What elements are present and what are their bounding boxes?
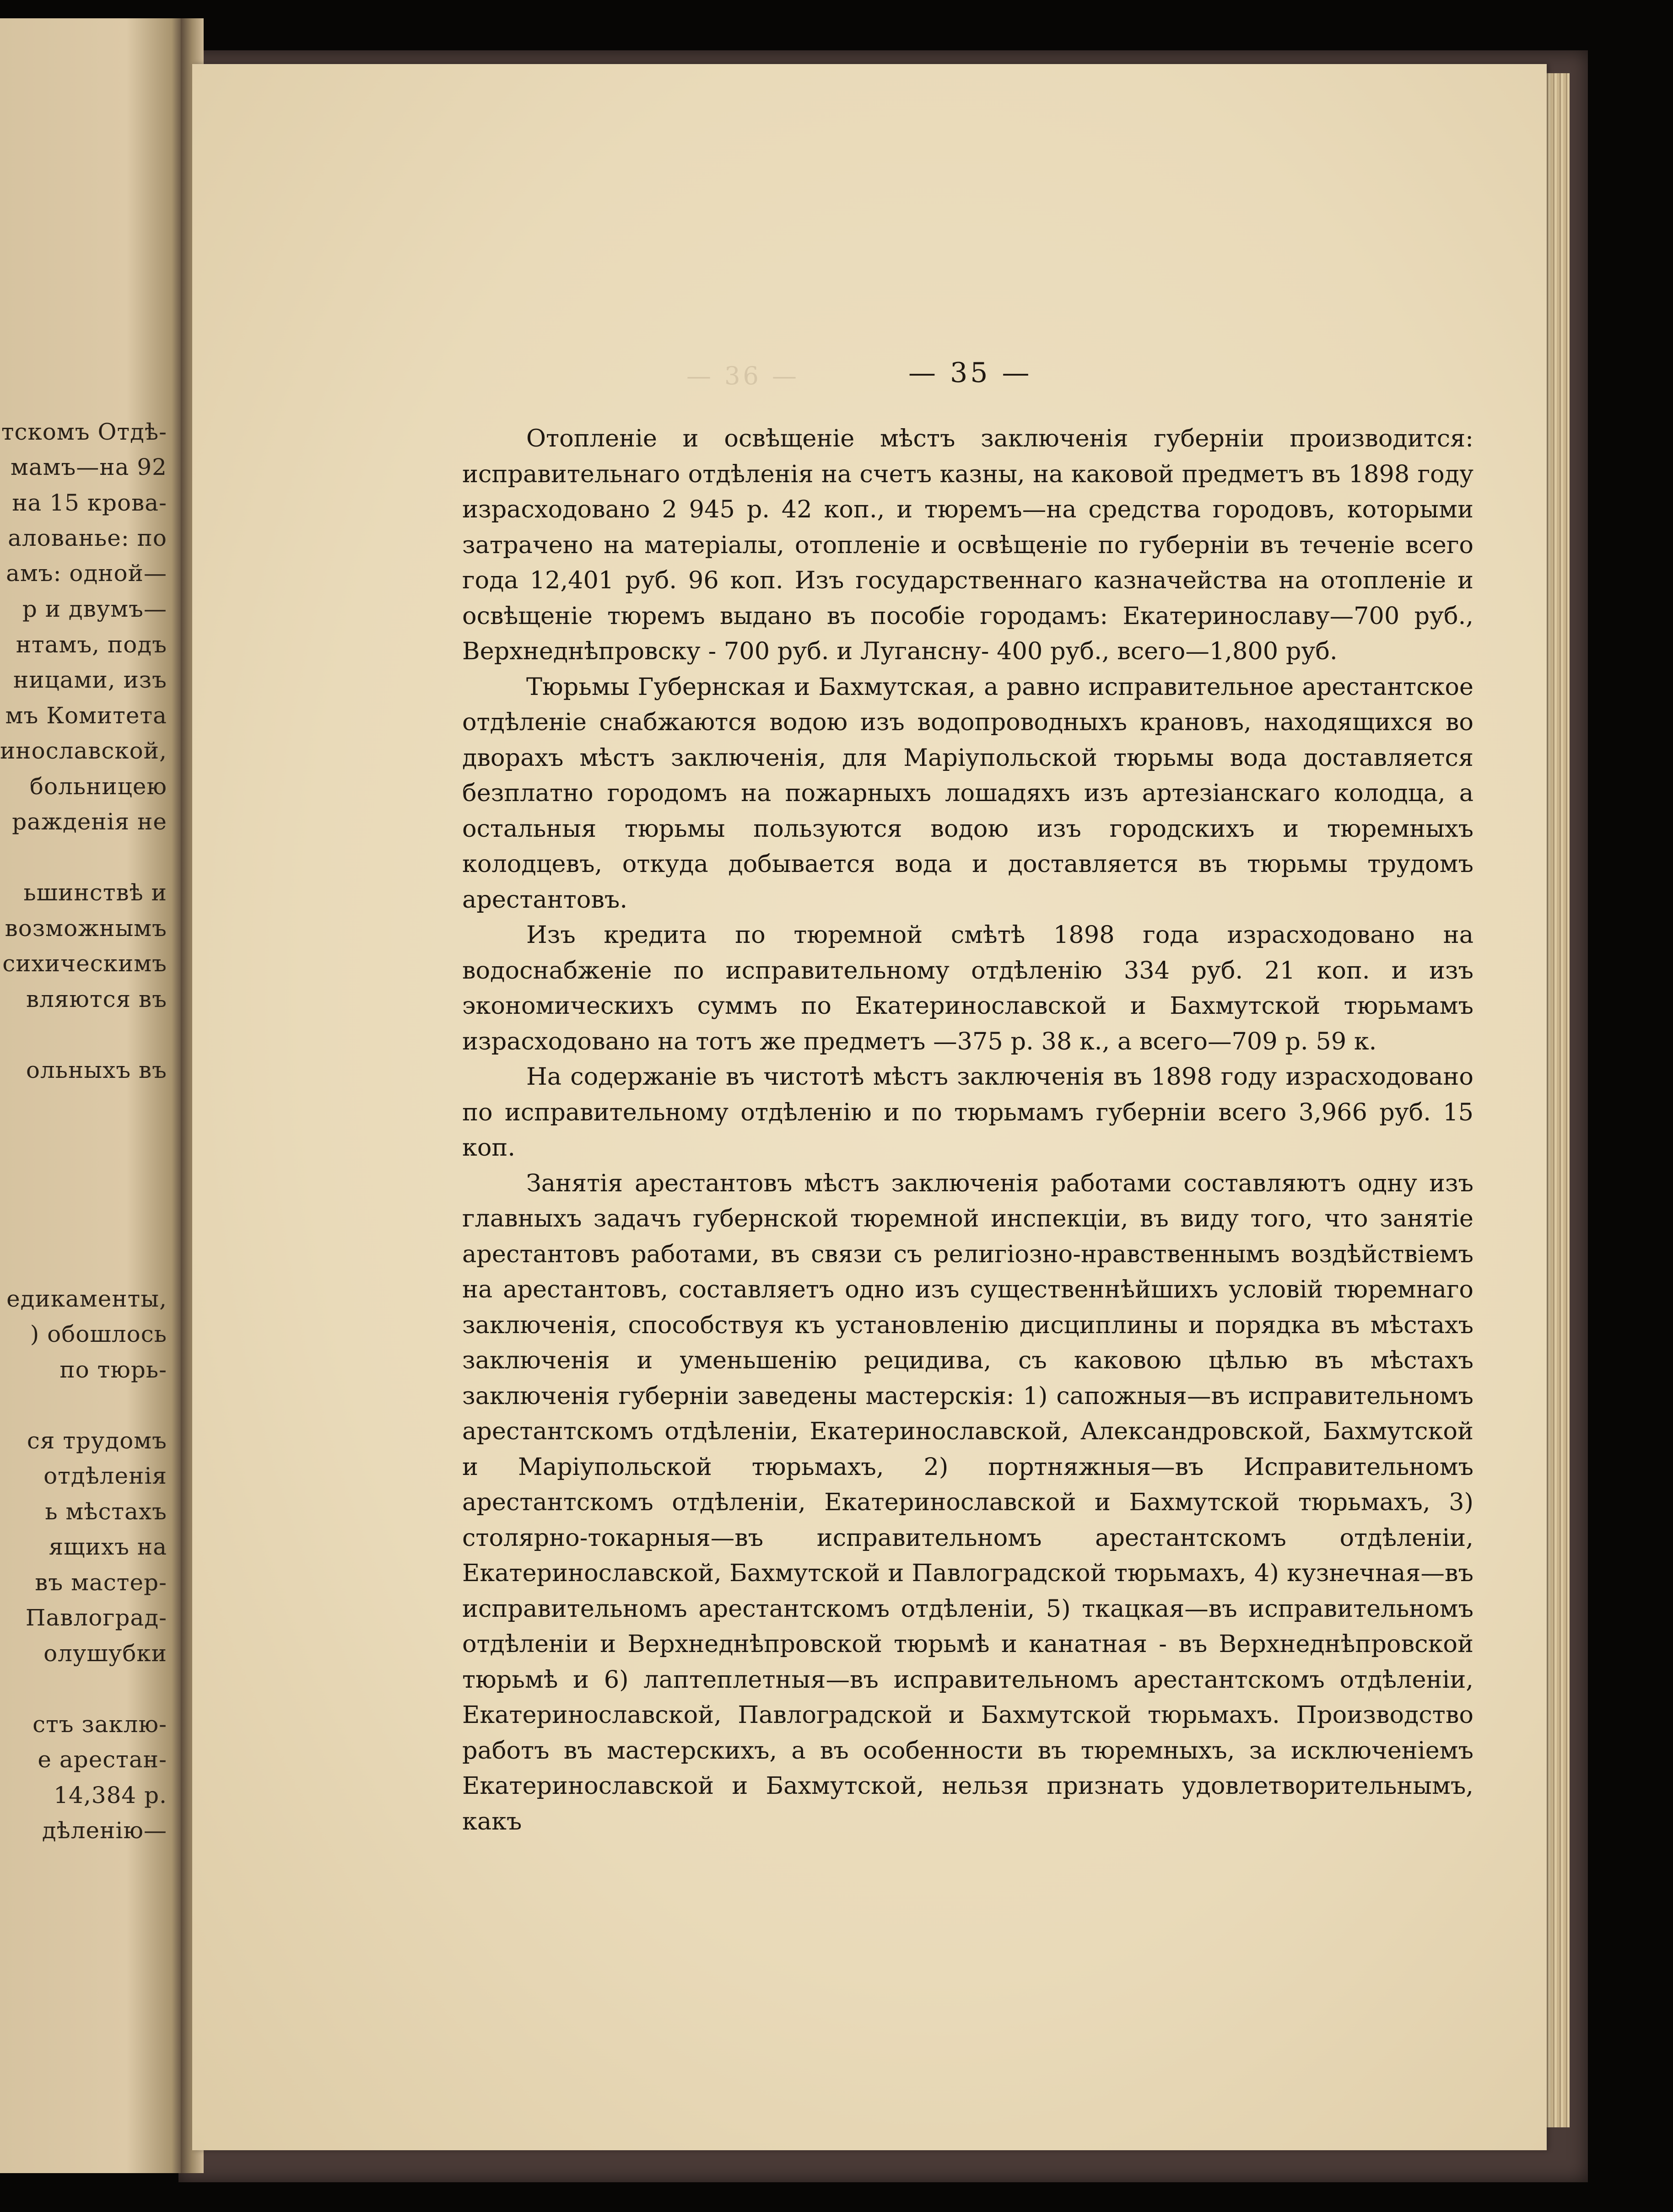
left-page-line: сихическимъ xyxy=(2,950,167,977)
left-page-line: ольныхъ въ xyxy=(26,1057,167,1083)
left-page-line: по тюрь- xyxy=(59,1356,167,1383)
left-page-line: едикаменты, xyxy=(6,1286,167,1312)
left-page-line: въ мастер- xyxy=(35,1569,167,1596)
left-page-line: ь мѣстахъ xyxy=(45,1498,167,1525)
left-page-line: ся трудомъ xyxy=(27,1427,167,1454)
left-page-line: дѣленію— xyxy=(42,1817,167,1844)
left-page-line: больницею xyxy=(29,773,167,800)
bleed-through-number: — 36 — xyxy=(686,361,800,390)
body-text xyxy=(462,421,1473,1839)
left-page-line: 14,384 р. xyxy=(54,1782,167,1808)
left-page-line: ьшинствѣ и xyxy=(23,879,167,906)
left-page-line: мъ Комитета xyxy=(5,702,167,729)
left-page-line: ящихъ на xyxy=(49,1534,167,1560)
left-page-line: мамъ—на 92 xyxy=(10,454,167,480)
left-page-line: отдѣленія xyxy=(43,1463,167,1489)
left-page-line: ражденія не xyxy=(12,808,167,835)
left-page xyxy=(0,18,181,2173)
left-page-line: нтамъ, подъ xyxy=(16,631,167,658)
left-page-text xyxy=(0,18,181,2173)
left-page-line: алованье: по xyxy=(8,525,167,551)
left-page-line: инославской, xyxy=(0,737,167,764)
left-page-line: возможнымъ xyxy=(5,915,167,942)
left-page-line: стъ заклю- xyxy=(32,1711,167,1738)
left-page-line: амъ: одной— xyxy=(6,560,167,587)
paragraph-water-expenses: Изъ кредита по тюремной смѣтѣ 1898 года израсходовано на водоснабженіе по исправительному отдѣленію 334 руб. 21 коп. и изъ экономическихъ суммъ по Екатеринославской и Бахмутской тюрьмамъ израсходовано на тотъ же предметъ —375 р. 38 к., а всего—709 р. 59 к. xyxy=(462,921,1473,1055)
left-page-line: на 15 крова- xyxy=(12,490,167,516)
left-page-line: ) обошлось xyxy=(30,1321,167,1347)
left-page-line: вляются въ xyxy=(26,986,167,1012)
page-number: — 35 — xyxy=(908,357,1032,389)
left-page-line: Павлоград- xyxy=(25,1604,167,1631)
left-page-line: ницами, изъ xyxy=(13,667,167,693)
paragraph-cleanliness: На содержаніе въ чистотѣ мѣстъ заключенія въ 1898 году израсходовано по исправительному отдѣленію и по тюрьмамъ губерніи всего 3,966 руб. 15 коп. xyxy=(462,1063,1473,1162)
left-page-line: р и двумъ— xyxy=(22,596,167,622)
left-page-line: олушубки xyxy=(43,1640,167,1667)
paragraph-water-supply: Тюрьмы Губернская и Бахмутская, а равно исправительное арестантское отдѣленіе снабжаются водою изъ водопроводныхъ крановъ, находящихся во дворахъ мѣстъ заключенія, для Маріупольской тюрьмы вода доставляется безплатно городомъ на пожарныхъ лошадяхъ изъ артезіанскаго колодца, а остальныя тюрьмы пользуются водою изъ городскихъ и тюремныхъ колодцевъ, откуда добывается вода и доставляется въ тюрьмы трудомъ арестантовъ. xyxy=(462,673,1473,914)
paragraph-heating: Отопленіе и освѣщеніе мѣстъ заключенія губерніи производится: исправительнаго отдѣленія на счетъ казны, на каковой предметъ въ 1898 году израсходовано 2 945 р. 42 коп., и тюремъ—на средства городовъ, которыми затрачено на матеріалы, отопленіе и освѣщеніе по губерніи въ теченіе всего года 12,401 руб. 96 коп. Изъ государственнаго казначейства на отопленіе и освѣщеніе тюремъ выдано въ пособіе городамъ: Екатеринославу—700 руб., Верхнеднѣпровску - 700 руб. и Лугансну- 400 руб., всего—1,800 руб. xyxy=(462,425,1473,665)
paragraph-labor: Занятія арестантовъ мѣстъ заключенія работами составляютъ одну изъ главныхъ задачъ губернской тюремной инспекціи, въ виду того, что занятіе арестантовъ работами, въ связи съ религіозно-нравственнымъ воздѣйствіемъ на арестантовъ, составляетъ одно изъ существеннѣйшихъ условій тюремнаго заключенія, способствуя къ установленію дисциплины и порядка въ мѣстахъ заключенія и уменьшенію рецидива, съ каковою цѣлью въ мѣстахъ заключенія губерніи заведены мастерскія: 1) сапожныя—въ исправительномъ арестантскомъ отдѣленіи, Екатеринославской, Александровской, Бахмутской и Маріупольской тюрьмахъ, 2) портняжныя—въ Исправительномъ арестантскомъ отдѣленіи, Екатеринославской и Бахмутской тюрьмахъ, 3) столярно-токарныя—въ исправительномъ арестантскомъ отдѣленіи, Екатеринославской, Бахмутской и Павлоградской тюрьмахъ, 4) кузнечная—въ исправительномъ арестантскомъ отдѣленіи, 5) ткацкая—въ исправительномъ отдѣленіи и Верхнеднѣпровской тюрьмѣ и канатная - въ Верхнеднѣпровской тюрьмѣ и 6) лаптеплетныя—въ исправительномъ арестантскомъ отдѣленіи, Екатеринославской, Павлоградской и Бахмутской тюрьмахъ. Производство работъ въ мастерскихъ, а въ особенности въ тюремныхъ, за исключеніемъ Екатеринославской и Бахмутской, нельзя признать удовлетворительнымъ, какъ xyxy=(462,1169,1473,1835)
left-page-line: е арестан- xyxy=(38,1746,167,1773)
left-page-line: тскомъ Отдѣ- xyxy=(1,419,167,445)
